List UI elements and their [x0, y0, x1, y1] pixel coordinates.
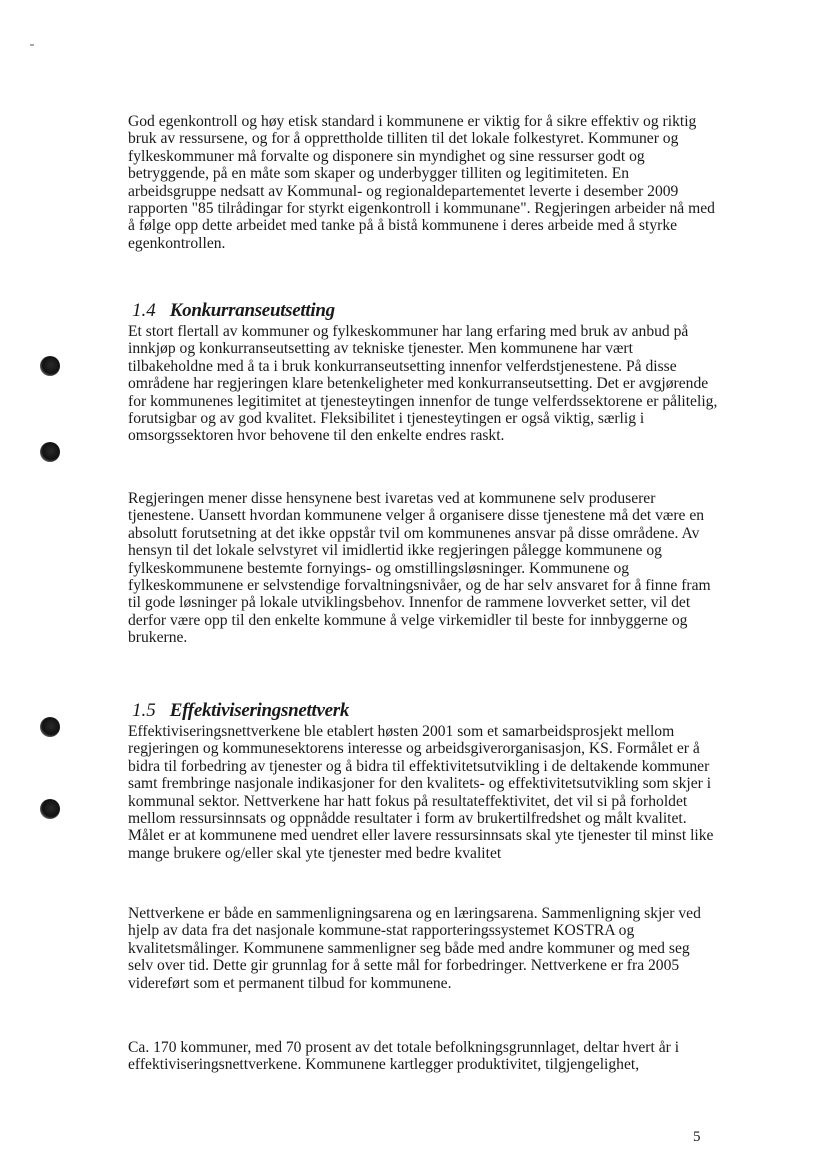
- punch-hole-1: [40, 356, 60, 376]
- punch-hole-4: [40, 799, 60, 819]
- body-paragraph: Regjeringen mener disse hensynene best ivaretas ved at kommunene selv produserer tjenestene. Uansett hvordan kommunene velger å organisere disse tjenestene må det være en absolutt forutsetning at det ikke oppstår tvil om kommunenes ansvar på disse områdene. Av hensyn til det lokale selvstyret vil imidlertid ikke regjeringen pålegge kommunene og fylkeskommunene bestemte fornyings- og omstillingsløsninger. Kommunene og fylkeskommunene er selvstendige forvaltningsnivåer, og de har selv ansvaret for å finne fram til gode løsninger på lokale utviklingsbehov. Innenfor de rammene lovverket setter, vil det derfor være opp til den enkelte kommune å velge virkemidler til beste for innbyggerne og brukerne.: [128, 490, 711, 647]
- punch-hole-3: [40, 717, 60, 737]
- section-1-4-para-2-block: [128, 490, 718, 647]
- section-heading-1-5: [132, 700, 349, 722]
- section-1-4-para-1-block: [128, 323, 718, 445]
- scan-speck: [30, 44, 34, 46]
- page-number: 5: [693, 1129, 701, 1145]
- section-number: 1.5: [132, 700, 156, 721]
- intro-block: [128, 113, 718, 252]
- punch-hole-2: [40, 442, 60, 462]
- section-heading-1-4: [132, 300, 335, 322]
- intro-paragraph: God egenkontroll og høy etisk standard i kommunene er viktig for å sikre effektiv og riktig bruk av ressursene, og for å opprettholde tilliten til det lokale folkestyret. Kommuner og fylkeskommuner må forvalte og disponere sin myndighet og sine ressurser godt og betryggende, på en måte som skaper og underbygger tilliten og legitimiteten. En arbeidsgruppe nedsatt av Kommunal- og regionaldepartementet leverte i desember 2009 rapporten "85 tilrådingar for styrkt eigenkontroll i kommunane". Regjeringen arbeider nå med å følge opp dette arbeidet med tanke på å bistå kommunene i deres arbeide med å styrke egenkontrollen.: [128, 113, 715, 252]
- section-title: Effektiviseringsnettverk: [169, 700, 350, 721]
- section-1-5-para-2-block: [128, 905, 718, 992]
- body-paragraph: Et stort flertall av kommuner og fylkeskommuner har lang erfaring med bruk av anbud på innkjøp og konkurranseutsetting av tekniske tjenester. Men kommunene har vært tilbakeholdne med å ta i bruk konkurranseutsetting innenfor velferdstjenestene. På disse områdene har regjeringen klare betenkeligheter med konkurranseutsetting. Det er avgjørende for kommunenes legitimitet at tjenesteytingen innenfor de tunge velferdssektorene er pålitelig, forutsigbar og av god kvalitet. Fleksibilitet i tjenesteytingen er også viktig, særlig i omsorgssektoren hvor behovene til den enkelte endres raskt.: [128, 323, 718, 445]
- section-1-5-para-1-block: [128, 723, 718, 862]
- section-title: Konkurranseutsetting: [169, 300, 335, 321]
- body-paragraph: Ca. 170 kommuner, med 70 prosent av det totale befolkningsgrunnlaget, deltar hvert år i effektiviseringsnettverkene. Kommunene kartlegger produktivitet, tilgjengelighet,: [128, 1039, 680, 1074]
- body-paragraph: Effektiviseringsnettverkene ble etablert høsten 2001 som et samarbeidsprosjekt mellom regjeringen og kommunesektorens interesse og arbeidsgiverorganisasjon, KS. Formålet er å bidra til forbedring av tjenester og å bidra til effektivitetsutvikling i de deltakende kommuner samt frembringe nasjonale indikasjoner for den kvalitets- og effektivitetsutvikling som skjer i kommunal sektor. Nettverkene har hatt fokus på resultateffektivitet, det vil si på forholdet mellom ressursinnsats og oppnådde resultater i form av brukertilfredshet og målt kvalitet. Målet er at kommunene med uendret eller lavere ressursinnsats skal yte tjenester til minst like mange brukere og/eller skal yte tjenester med bedre kvalitet: [128, 723, 714, 862]
- section-1-5-para-3-block: [128, 1039, 718, 1074]
- body-paragraph: Nettverkene er både en sammenligningsarena og en læringsarena. Sammenligning skjer ved hjelp av data fra det nasjonale kommune-stat rapporteringssystemet KOSTRA og kvalitetsmålinger. Kommunene sammenligner seg både med andre kommuner og med seg selv over tid. Dette gir grunnlag for å sette mål for forbedringer. Nettverkene er fra 2005 videreført som et permanent tilbud for kommunene.: [128, 905, 701, 992]
- section-number: 1.4: [132, 300, 156, 321]
